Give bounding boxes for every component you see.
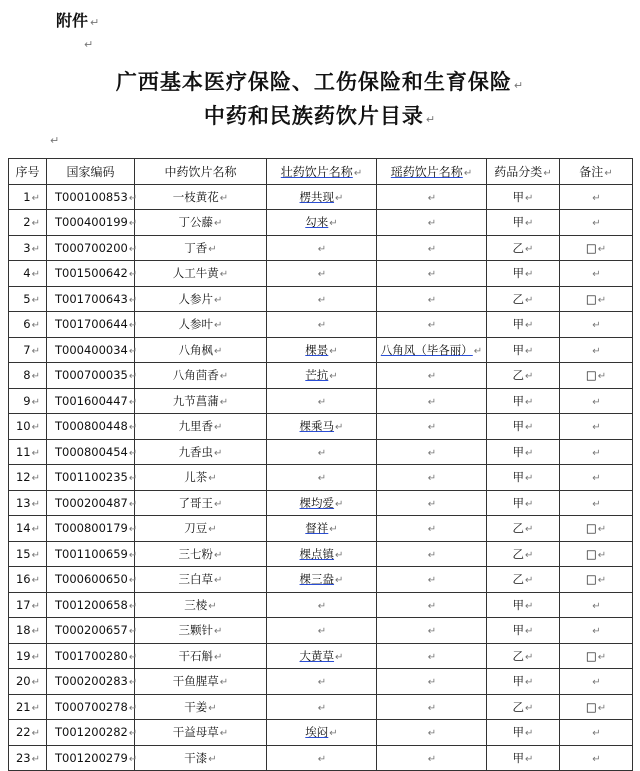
table-row (9, 720, 633, 746)
cell-tcm-name: 人参叶↵ (135, 312, 267, 338)
cell-seq: 15↵ (9, 541, 47, 567)
cell-national-code: T000700035↵ (47, 363, 135, 389)
cell-national-code: T000700200↵ (47, 235, 135, 261)
cell-national-code: T001100235↵ (47, 465, 135, 491)
cell-tcm-name: 干益母草↵ (135, 720, 267, 746)
cell-yao-name: ↵ (377, 567, 487, 593)
table-row (9, 388, 633, 414)
cell-yao-name: ↵ (377, 669, 487, 695)
cell-seq: 12↵ (9, 465, 47, 491)
table-row (9, 618, 633, 644)
table-row (9, 261, 633, 287)
table-row (9, 490, 633, 516)
cell-tcm-name: 丁香↵ (135, 235, 267, 261)
cell-tcm-name: 人参片↵ (135, 286, 267, 312)
cell-seq: 21↵ (9, 694, 47, 720)
cell-tcm-name: 九节菖蒲↵ (135, 388, 267, 414)
cell-yao-name: ↵ (377, 439, 487, 465)
cell-zhuang-name: 勾来↵ (267, 210, 377, 236)
table-row (9, 363, 633, 389)
cell-seq: 22↵ (9, 720, 47, 746)
cell-tcm-name: 了哥王↵ (135, 490, 267, 516)
header-tcm-name: 中药饮片名称 (135, 159, 267, 185)
cell-national-code: T000200283↵ (47, 669, 135, 695)
cell-note: ↵ (560, 490, 633, 516)
cell-seq: 19↵ (9, 643, 47, 669)
table-row (9, 643, 633, 669)
cell-note: □↵ (560, 286, 633, 312)
cell-yao-name: ↵ (377, 720, 487, 746)
cell-zhuang-name: 埃闷↵ (267, 720, 377, 746)
cell-note: ↵ (560, 312, 633, 338)
cell-note: ↵ (560, 184, 633, 210)
cell-note: □↵ (560, 643, 633, 669)
cell-national-code: T000400199↵ (47, 210, 135, 236)
cell-yao-name: ↵ (377, 184, 487, 210)
cell-national-code: T001200279↵ (47, 745, 135, 771)
table-row (9, 592, 633, 618)
cell-note: ↵ (560, 210, 633, 236)
cell-zhuang-name: ↵ (267, 286, 377, 312)
cell-tcm-name: 九香虫↵ (135, 439, 267, 465)
doc-title-line1: 广西基本医疗保险、工伤保险和生育保险 ↵ (115, 70, 525, 94)
cell-yao-name: ↵ (377, 618, 487, 644)
cell-tcm-name: 干漆↵ (135, 745, 267, 771)
cell-zhuang-name: 棵乘马↵ (267, 414, 377, 440)
cell-zhuang-name: 楞共现↵ (267, 184, 377, 210)
cell-category: 甲↵ (487, 439, 560, 465)
cell-zhuang-name: 大黄草↵ (267, 643, 377, 669)
table-row (9, 337, 633, 363)
cell-category: 甲↵ (487, 618, 560, 644)
table-row (9, 669, 633, 695)
table-row (9, 465, 633, 491)
cell-national-code: T000400034↵ (47, 337, 135, 363)
cell-tcm-name: 三颗针↵ (135, 618, 267, 644)
cell-national-code: T000800448↵ (47, 414, 135, 440)
cell-seq: 3↵ (9, 235, 47, 261)
cell-yao-name: ↵ (377, 388, 487, 414)
cell-zhuang-name: 棵景↵ (267, 337, 377, 363)
table-row (9, 184, 633, 210)
cell-national-code: T001200658↵ (47, 592, 135, 618)
cell-seq: 23↵ (9, 745, 47, 771)
cell-national-code: T001500642↵ (47, 261, 135, 287)
cell-yao-name: ↵ (377, 694, 487, 720)
cell-note: ↵ (560, 592, 633, 618)
cell-tcm-name: 三棱↵ (135, 592, 267, 618)
cell-national-code: T001200282↵ (47, 720, 135, 746)
cell-category: 甲↵ (487, 414, 560, 440)
header-category: 药品分类↵ (487, 159, 560, 185)
cell-national-code: T000200487↵ (47, 490, 135, 516)
cell-note: ↵ (560, 745, 633, 771)
attachment-label: 附件 ↵ (56, 11, 100, 30)
paragraph-mark: ↵ (84, 38, 94, 51)
cell-note: □↵ (560, 516, 633, 542)
cell-tcm-name: 干姜↵ (135, 694, 267, 720)
cell-national-code: T000800179↵ (47, 516, 135, 542)
cell-note: ↵ (560, 669, 633, 695)
cell-yao-name: ↵ (377, 643, 487, 669)
cell-category: 乙↵ (487, 643, 560, 669)
cell-seq: 9↵ (9, 388, 47, 414)
table-row (9, 516, 633, 542)
cell-tcm-name: 干鱼腥草↵ (135, 669, 267, 695)
cell-category: 甲↵ (487, 669, 560, 695)
cell-seq: 6↵ (9, 312, 47, 338)
cell-yao-name: ↵ (377, 363, 487, 389)
cell-national-code: T001100659↵ (47, 541, 135, 567)
cell-yao-name: ↵ (377, 490, 487, 516)
table-row (9, 286, 633, 312)
cell-category: 甲↵ (487, 210, 560, 236)
cell-note: ↵ (560, 465, 633, 491)
cell-category: 乙↵ (487, 235, 560, 261)
cell-category: 甲↵ (487, 184, 560, 210)
table-row (9, 694, 633, 720)
cell-national-code: T001700643↵ (47, 286, 135, 312)
header-zhuang-name: 壮药饮片名称↵ (267, 159, 377, 185)
cell-yao-name: ↵ (377, 210, 487, 236)
cell-yao-name: 八角风（毕各丽）↵ (377, 337, 487, 363)
cell-seq: 13↵ (9, 490, 47, 516)
cell-category: 甲↵ (487, 592, 560, 618)
cell-category: 乙↵ (487, 516, 560, 542)
cell-zhuang-name: ↵ (267, 745, 377, 771)
cell-category: 甲↵ (487, 745, 560, 771)
cell-yao-name: ↵ (377, 261, 487, 287)
cell-tcm-name: 丁公藤↵ (135, 210, 267, 236)
cell-national-code: T001700644↵ (47, 312, 135, 338)
cell-note: □↵ (560, 567, 633, 593)
cell-yao-name: ↵ (377, 414, 487, 440)
table-row (9, 745, 633, 771)
cell-seq: 14↵ (9, 516, 47, 542)
cell-tcm-name: 刀豆↵ (135, 516, 267, 542)
cell-category: 甲↵ (487, 720, 560, 746)
cell-category: 甲↵ (487, 337, 560, 363)
cell-seq: 2↵ (9, 210, 47, 236)
cell-tcm-name: 八角枫↵ (135, 337, 267, 363)
table-row (9, 210, 633, 236)
cell-yao-name: ↵ (377, 745, 487, 771)
cell-tcm-name: 干石斛↵ (135, 643, 267, 669)
cell-yao-name: ↵ (377, 541, 487, 567)
cell-category: 甲↵ (487, 312, 560, 338)
cell-seq: 16↵ (9, 567, 47, 593)
cell-note: □↵ (560, 694, 633, 720)
cell-zhuang-name: ↵ (267, 669, 377, 695)
cell-tcm-name: 一枝黄花↵ (135, 184, 267, 210)
table-row (9, 414, 633, 440)
doc-title-line2: 中药和民族药饮片目录 ↵ (203, 104, 437, 128)
cell-category: 甲↵ (487, 261, 560, 287)
cell-note: ↵ (560, 261, 633, 287)
table-header-row (9, 159, 633, 185)
header-seq: 序号 (9, 159, 47, 185)
cell-category: 甲↵ (487, 465, 560, 491)
cell-yao-name: ↵ (377, 286, 487, 312)
cell-category: 甲↵ (487, 490, 560, 516)
cell-note: ↵ (560, 337, 633, 363)
cell-national-code: T000600650↵ (47, 567, 135, 593)
cell-tcm-name: 九里香↵ (135, 414, 267, 440)
cell-seq: 8↵ (9, 363, 47, 389)
cell-zhuang-name: ↵ (267, 592, 377, 618)
cell-zhuang-name: 棵均爱↵ (267, 490, 377, 516)
cell-tcm-name: 三白草↵ (135, 567, 267, 593)
cell-seq: 4↵ (9, 261, 47, 287)
cell-note: ↵ (560, 414, 633, 440)
cell-national-code: T000800454↵ (47, 439, 135, 465)
cell-zhuang-name: 棵三盎↵ (267, 567, 377, 593)
cell-seq: 5↵ (9, 286, 47, 312)
cell-seq: 18↵ (9, 618, 47, 644)
header-note: 备注↵ (560, 159, 633, 185)
cell-note: □↵ (560, 235, 633, 261)
cell-seq: 1↵ (9, 184, 47, 210)
cell-national-code: T000200657↵ (47, 618, 135, 644)
cell-zhuang-name: ↵ (267, 618, 377, 644)
cell-yao-name: ↵ (377, 465, 487, 491)
cell-zhuang-name: 棵点镇↵ (267, 541, 377, 567)
cell-note: ↵ (560, 618, 633, 644)
cell-zhuang-name: ↵ (267, 312, 377, 338)
cell-note: □↵ (560, 363, 633, 389)
cell-national-code: T001600447↵ (47, 388, 135, 414)
cell-tcm-name: 人工牛黄↵ (135, 261, 267, 287)
cell-category: 乙↵ (487, 694, 560, 720)
cell-note: □↵ (560, 541, 633, 567)
cell-zhuang-name: ↵ (267, 465, 377, 491)
cell-tcm-name: 儿茶↵ (135, 465, 267, 491)
cell-yao-name: ↵ (377, 516, 487, 542)
cell-note: ↵ (560, 720, 633, 746)
cell-seq: 10↵ (9, 414, 47, 440)
cell-category: 乙↵ (487, 286, 560, 312)
table-row (9, 312, 633, 338)
cell-seq: 20↵ (9, 669, 47, 695)
table-row (9, 235, 633, 261)
cell-tcm-name: 三七粉↵ (135, 541, 267, 567)
cell-category: 乙↵ (487, 567, 560, 593)
cell-seq: 17↵ (9, 592, 47, 618)
cell-zhuang-name: ↵ (267, 439, 377, 465)
cell-zhuang-name: ↵ (267, 388, 377, 414)
cell-zhuang-name: 芒抗↵ (267, 363, 377, 389)
cell-zhuang-name: ↵ (267, 235, 377, 261)
table-row (9, 541, 633, 567)
paragraph-mark: ↵ (50, 134, 60, 147)
cell-yao-name: ↵ (377, 592, 487, 618)
cell-seq: 7↵ (9, 337, 47, 363)
cell-category: 乙↵ (487, 541, 560, 567)
header-national-code: 国家编码 (47, 159, 135, 185)
table-row (9, 567, 633, 593)
cell-national-code: T001700280↵ (47, 643, 135, 669)
cell-seq: 11↵ (9, 439, 47, 465)
cell-zhuang-name: ↵ (267, 694, 377, 720)
cell-zhuang-name: ↵ (267, 261, 377, 287)
cell-category: 甲↵ (487, 388, 560, 414)
table-row (9, 439, 633, 465)
cell-yao-name: ↵ (377, 235, 487, 261)
cell-tcm-name: 八角茴香↵ (135, 363, 267, 389)
cell-national-code: T000100853↵ (47, 184, 135, 210)
header-yao-name: 瑶药饮片名称↵ (377, 159, 487, 185)
cell-zhuang-name: 督祥↵ (267, 516, 377, 542)
cell-note: ↵ (560, 388, 633, 414)
cell-national-code: T000700278↵ (47, 694, 135, 720)
cell-yao-name: ↵ (377, 312, 487, 338)
drug-catalog-table (8, 158, 633, 771)
cell-note: ↵ (560, 439, 633, 465)
cell-category: 乙↵ (487, 363, 560, 389)
